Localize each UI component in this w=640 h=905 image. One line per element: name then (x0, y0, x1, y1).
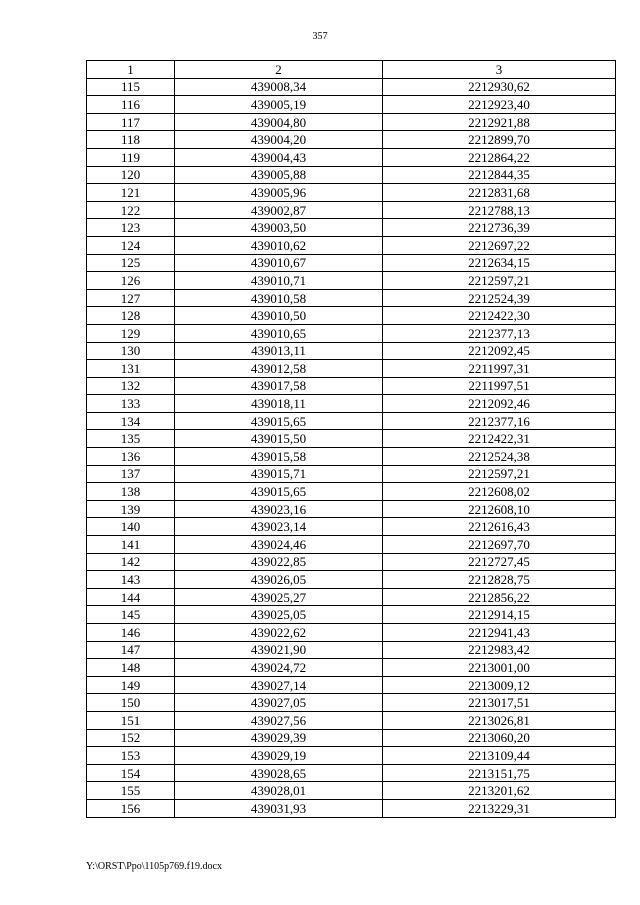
x-coordinate-cell: 439027,14 (175, 676, 383, 694)
table-header-row (87, 61, 616, 79)
x-coordinate-cell: 439029,19 (175, 747, 383, 765)
x-coordinate-cell: 439026,05 (175, 571, 383, 589)
y-coordinate-cell: 2212616,43 (383, 518, 616, 536)
table-row (87, 536, 616, 554)
point-number-cell: 117 (87, 113, 175, 131)
table-row (87, 201, 616, 219)
point-number-cell: 156 (87, 799, 175, 817)
table-row (87, 764, 616, 782)
table-row (87, 148, 616, 166)
footer-file-path: Y:\ORST\Ppo\1105p769.f19.docx (86, 861, 222, 872)
table-row (87, 624, 616, 642)
y-coordinate-cell: 2212727,45 (383, 553, 616, 571)
y-coordinate-cell: 2212831,68 (383, 184, 616, 202)
y-coordinate-cell: 2212828,75 (383, 571, 616, 589)
x-coordinate-cell: 439015,71 (175, 465, 383, 483)
x-coordinate-cell: 439005,19 (175, 96, 383, 114)
point-number-cell: 152 (87, 729, 175, 747)
x-coordinate-cell: 439022,62 (175, 624, 383, 642)
point-number-cell: 153 (87, 747, 175, 765)
point-number-cell: 144 (87, 588, 175, 606)
y-coordinate-cell: 2212608,10 (383, 500, 616, 518)
x-coordinate-cell: 439005,96 (175, 184, 383, 202)
x-coordinate-cell: 439010,58 (175, 289, 383, 307)
point-number-cell: 122 (87, 201, 175, 219)
x-coordinate-cell: 439015,65 (175, 412, 383, 430)
point-number-cell: 125 (87, 254, 175, 272)
x-coordinate-cell: 439010,71 (175, 272, 383, 290)
y-coordinate-cell: 2212422,31 (383, 430, 616, 448)
y-coordinate-cell: 2212899,70 (383, 131, 616, 149)
x-coordinate-cell: 439029,39 (175, 729, 383, 747)
y-coordinate-cell: 2212597,21 (383, 465, 616, 483)
x-coordinate-cell: 439010,62 (175, 236, 383, 254)
point-number-cell: 149 (87, 676, 175, 694)
table-row (87, 289, 616, 307)
point-number-cell: 141 (87, 536, 175, 554)
y-coordinate-cell: 2213229,31 (383, 799, 616, 817)
table-row (87, 219, 616, 237)
y-coordinate-cell: 2212524,39 (383, 289, 616, 307)
table-row (87, 448, 616, 466)
x-coordinate-cell: 439015,58 (175, 448, 383, 466)
point-number-cell: 118 (87, 131, 175, 149)
x-coordinate-cell: 439012,58 (175, 360, 383, 378)
table-row (87, 799, 616, 817)
point-number-cell: 147 (87, 641, 175, 659)
point-number-cell: 119 (87, 148, 175, 166)
table-row (87, 430, 616, 448)
point-number-cell: 155 (87, 782, 175, 800)
table-row (87, 711, 616, 729)
y-coordinate-cell: 2212930,62 (383, 78, 616, 96)
y-coordinate-cell: 2212608,02 (383, 483, 616, 501)
x-coordinate-cell: 439027,56 (175, 711, 383, 729)
point-number-cell: 151 (87, 711, 175, 729)
point-number-cell: 131 (87, 360, 175, 378)
y-coordinate-cell: 2212597,21 (383, 272, 616, 290)
table-row (87, 96, 616, 114)
y-coordinate-cell: 2211997,51 (383, 377, 616, 395)
x-coordinate-cell: 439025,27 (175, 588, 383, 606)
point-number-cell: 136 (87, 448, 175, 466)
y-coordinate-cell: 2212524,38 (383, 448, 616, 466)
table-row (87, 412, 616, 430)
y-coordinate-cell: 2212914,15 (383, 606, 616, 624)
point-number-cell: 150 (87, 694, 175, 712)
point-number-cell: 133 (87, 395, 175, 413)
x-coordinate-cell: 439003,50 (175, 219, 383, 237)
table-row (87, 641, 616, 659)
x-coordinate-cell: 439025,05 (175, 606, 383, 624)
y-coordinate-cell: 2213201,62 (383, 782, 616, 800)
x-coordinate-cell: 439022,85 (175, 553, 383, 571)
point-number-cell: 120 (87, 166, 175, 184)
x-coordinate-cell: 439002,87 (175, 201, 383, 219)
column-header-1: 1 (87, 61, 175, 79)
x-coordinate-cell: 439004,20 (175, 131, 383, 149)
y-coordinate-cell: 2212422,30 (383, 307, 616, 325)
table-row (87, 782, 616, 800)
table-row (87, 483, 616, 501)
point-number-cell: 139 (87, 500, 175, 518)
coordinates-table (86, 60, 616, 818)
x-coordinate-cell: 439021,90 (175, 641, 383, 659)
y-coordinate-cell: 2212736,39 (383, 219, 616, 237)
x-coordinate-cell: 439031,93 (175, 799, 383, 817)
point-number-cell: 116 (87, 96, 175, 114)
table-row (87, 254, 616, 272)
table-row (87, 729, 616, 747)
point-number-cell: 127 (87, 289, 175, 307)
table-row (87, 113, 616, 131)
x-coordinate-cell: 439017,58 (175, 377, 383, 395)
y-coordinate-cell: 2212923,40 (383, 96, 616, 114)
x-coordinate-cell: 439013,11 (175, 342, 383, 360)
point-number-cell: 126 (87, 272, 175, 290)
y-coordinate-cell: 2212634,15 (383, 254, 616, 272)
point-number-cell: 138 (87, 483, 175, 501)
y-coordinate-cell: 2212092,45 (383, 342, 616, 360)
x-coordinate-cell: 439028,01 (175, 782, 383, 800)
y-coordinate-cell: 2212983,42 (383, 641, 616, 659)
point-number-cell: 115 (87, 78, 175, 96)
x-coordinate-cell: 439015,50 (175, 430, 383, 448)
table-row (87, 342, 616, 360)
table-row (87, 676, 616, 694)
table-row (87, 588, 616, 606)
table-row (87, 606, 616, 624)
point-number-cell: 154 (87, 764, 175, 782)
x-coordinate-cell: 439027,05 (175, 694, 383, 712)
table-body (87, 78, 616, 817)
table-row (87, 571, 616, 589)
point-number-cell: 123 (87, 219, 175, 237)
table-row (87, 166, 616, 184)
x-coordinate-cell: 439018,11 (175, 395, 383, 413)
y-coordinate-cell: 2213009,12 (383, 676, 616, 694)
y-coordinate-cell: 2212788,13 (383, 201, 616, 219)
point-number-cell: 140 (87, 518, 175, 536)
y-coordinate-cell: 2213026,81 (383, 711, 616, 729)
point-number-cell: 142 (87, 553, 175, 571)
x-coordinate-cell: 439010,50 (175, 307, 383, 325)
table-row (87, 236, 616, 254)
point-number-cell: 130 (87, 342, 175, 360)
table-row (87, 307, 616, 325)
point-number-cell: 148 (87, 659, 175, 677)
point-number-cell: 145 (87, 606, 175, 624)
page-number: 357 (312, 31, 328, 42)
y-coordinate-cell: 2212697,22 (383, 236, 616, 254)
y-coordinate-cell: 2213060,20 (383, 729, 616, 747)
table-row (87, 465, 616, 483)
table-row (87, 500, 616, 518)
table-row (87, 747, 616, 765)
point-number-cell: 121 (87, 184, 175, 202)
y-coordinate-cell: 2213151,75 (383, 764, 616, 782)
point-number-cell: 137 (87, 465, 175, 483)
x-coordinate-cell: 439004,80 (175, 113, 383, 131)
point-number-cell: 135 (87, 430, 175, 448)
table-row (87, 395, 616, 413)
table-row (87, 377, 616, 395)
x-coordinate-cell: 439024,72 (175, 659, 383, 677)
column-header-2: 2 (175, 61, 383, 79)
point-number-cell: 143 (87, 571, 175, 589)
table-row (87, 553, 616, 571)
y-coordinate-cell: 2213109,44 (383, 747, 616, 765)
y-coordinate-cell: 2212941,43 (383, 624, 616, 642)
y-coordinate-cell: 2212377,16 (383, 412, 616, 430)
x-coordinate-cell: 439004,43 (175, 148, 383, 166)
table-row (87, 272, 616, 290)
y-coordinate-cell: 2212092,46 (383, 395, 616, 413)
y-coordinate-cell: 2212377,13 (383, 324, 616, 342)
point-number-cell: 128 (87, 307, 175, 325)
table-row (87, 131, 616, 149)
x-coordinate-cell: 439028,65 (175, 764, 383, 782)
table-row (87, 360, 616, 378)
y-coordinate-cell: 2213017,51 (383, 694, 616, 712)
point-number-cell: 124 (87, 236, 175, 254)
y-coordinate-cell: 2212921,88 (383, 113, 616, 131)
y-coordinate-cell: 2212844,35 (383, 166, 616, 184)
x-coordinate-cell: 439010,65 (175, 324, 383, 342)
x-coordinate-cell: 439010,67 (175, 254, 383, 272)
y-coordinate-cell: 2212697,70 (383, 536, 616, 554)
y-coordinate-cell: 2211997,31 (383, 360, 616, 378)
table-row (87, 78, 616, 96)
table-row (87, 184, 616, 202)
x-coordinate-cell: 439005,88 (175, 166, 383, 184)
x-coordinate-cell: 439008,34 (175, 78, 383, 96)
table-row (87, 659, 616, 677)
point-number-cell: 146 (87, 624, 175, 642)
y-coordinate-cell: 2212864,22 (383, 148, 616, 166)
point-number-cell: 129 (87, 324, 175, 342)
table-row (87, 518, 616, 536)
x-coordinate-cell: 439024,46 (175, 536, 383, 554)
point-number-cell: 134 (87, 412, 175, 430)
x-coordinate-cell: 439023,16 (175, 500, 383, 518)
y-coordinate-cell: 2212856,22 (383, 588, 616, 606)
x-coordinate-cell: 439015,65 (175, 483, 383, 501)
table-row (87, 324, 616, 342)
point-number-cell: 132 (87, 377, 175, 395)
y-coordinate-cell: 2213001,00 (383, 659, 616, 677)
column-header-3: 3 (383, 61, 616, 79)
x-coordinate-cell: 439023,14 (175, 518, 383, 536)
table-row (87, 694, 616, 712)
